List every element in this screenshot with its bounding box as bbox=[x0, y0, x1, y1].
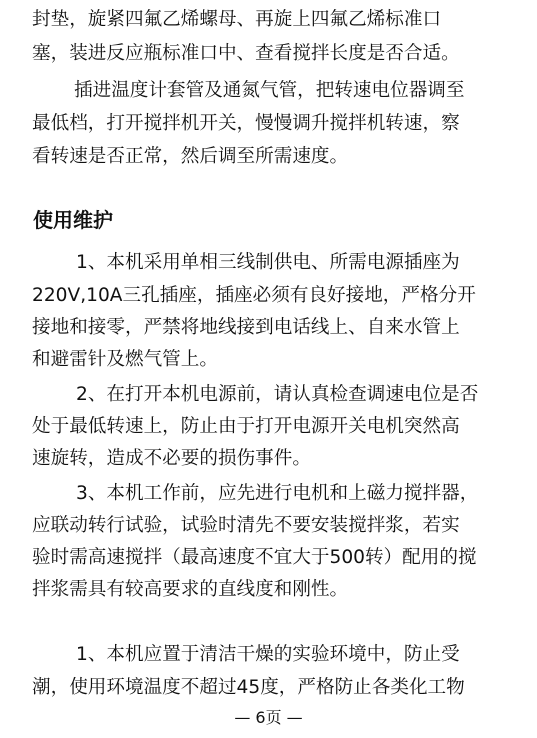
paragraph-2-line-1: 插进温度计套管及通氮气管，把转速电位器调至 bbox=[74, 80, 465, 101]
item-3-line-3: 验时需高速搅拌（最高速度不宜大于500转）配用的搅 bbox=[32, 547, 477, 568]
paragraph-1-line-1: 封垫，旋紧四氟乙烯螺母、再旋上四氟乙烯标准口 bbox=[32, 9, 442, 30]
item-1-line-1: 1、本机采用单相三线制供电、所需电源插座为 bbox=[76, 252, 460, 273]
paragraph-2-line-2: 最低档，打开搅拌机开关，慢慢调升搅拌机转速，察 bbox=[32, 113, 460, 134]
paragraph-1-line-2: 塞，装进反应瓶标准口中、查看搅拌长度是否合适。 bbox=[32, 43, 460, 64]
item-3-line-4: 拌浆需具有较高要求的直线度和刚性。 bbox=[32, 579, 349, 600]
item-1-line-4: 和避雷针及燃气管上。 bbox=[32, 349, 218, 370]
item-3-line-1: 3、本机工作前，应先进行电机和上磁力搅拌器， bbox=[76, 483, 479, 504]
item-2-line-1: 2、在打开本机电源前，请认真检查调速电位是否 bbox=[76, 384, 479, 405]
section-heading: 使用维护 bbox=[33, 208, 113, 232]
maintenance-1-line-2: 潮，使用环境温度不超过45度，严格防止各类化工物 bbox=[32, 677, 465, 698]
item-3-line-2: 应联动转行试验，试验时清先不要安装搅拌浆，若实 bbox=[32, 515, 460, 536]
item-1-line-2: 220V,10A三孔插座，插座必须有良好接地，严格分开 bbox=[32, 285, 476, 306]
maintenance-1-line-1: 1、本机应置于清洁干燥的实验环境中，防止受 bbox=[76, 644, 460, 665]
item-1-line-3: 接地和接零，严禁将地线接到电话线上、自来水管上 bbox=[32, 317, 460, 338]
item-2-line-3: 速旋转，造成不必要的损伤事件。 bbox=[32, 448, 311, 469]
item-2-line-2: 处于最低转速上，防止由于打开电源开关电机突然高 bbox=[32, 416, 460, 437]
page-number-footer: — 6页 — bbox=[234, 708, 303, 727]
paragraph-2-line-3: 看转速是否正常，然后调至所需速度。 bbox=[32, 146, 349, 167]
